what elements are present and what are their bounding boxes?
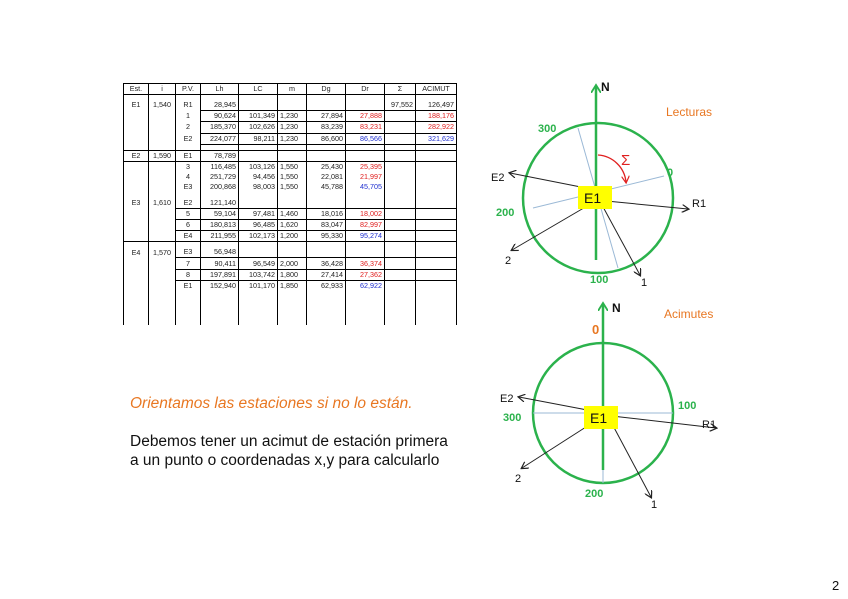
target-label: R1 — [692, 198, 707, 210]
table-cell: 27,894 — [307, 111, 346, 122]
table-cell: 27,362 — [346, 269, 385, 280]
table-cell: 4 — [176, 172, 201, 182]
arrow-to-1 — [602, 205, 640, 275]
table-cell: 1,230 — [278, 111, 307, 122]
table-cell: 90,411 — [201, 258, 239, 269]
graduation-label: 100 — [590, 274, 609, 286]
orientation-note: Orientamos las estaciones si no lo están. — [130, 395, 413, 412]
table-cell: 188,176 — [416, 111, 457, 122]
graduation-label: 300 — [503, 412, 522, 424]
table-cell: 98,003 — [239, 182, 278, 192]
table-cell: 96,485 — [239, 219, 278, 230]
north-label: N — [601, 80, 610, 94]
table-cell: 197,891 — [201, 269, 239, 280]
col-header-m: m — [278, 84, 307, 95]
table-cell: 22,081 — [307, 172, 346, 182]
acimutes-title: Acimutes — [664, 307, 714, 321]
table-cell: 185,370 — [201, 122, 239, 133]
table-cell: 56,948 — [201, 247, 239, 258]
table-cell: 282,922 — [416, 122, 457, 133]
table-cell: 83,047 — [307, 219, 346, 230]
table-cell: 95,274 — [346, 231, 385, 242]
col-header-lc: LC — [239, 84, 278, 95]
calculation-note-line-1: Debemos tener un acimut de estación primera — [130, 433, 448, 450]
table-cell: 121,140 — [201, 198, 239, 209]
target-label: 2 — [515, 473, 522, 485]
table-cell: 1,230 — [278, 133, 307, 144]
table-cell: 36,374 — [346, 258, 385, 269]
table-cell: 101,170 — [239, 280, 278, 291]
lecturas-diagram — [491, 80, 712, 289]
sigma-label: Σ — [621, 152, 631, 169]
table-cell: 2 — [176, 122, 201, 133]
table-cell: 211,955 — [201, 231, 239, 242]
table-cell: 102,626 — [239, 122, 278, 133]
table-cell: 98,211 — [239, 133, 278, 144]
table-cell: 200,868 — [201, 182, 239, 192]
table-cell: 103,742 — [239, 269, 278, 280]
table-cell: E3 — [176, 182, 201, 192]
table-cell: 96,549 — [239, 258, 278, 269]
table-cell: 3 — [176, 161, 201, 172]
table-cell: 1,540 — [149, 100, 176, 111]
table-cell: 59,104 — [201, 208, 239, 219]
table-cell: R1 — [176, 100, 201, 111]
table-cell: 21,997 — [346, 172, 385, 182]
target-label: 1 — [651, 499, 658, 511]
table-cell: 27,414 — [307, 269, 346, 280]
table-cell: E3 — [176, 247, 201, 258]
target-label: 1 — [641, 277, 648, 289]
table-cell: 102,173 — [239, 231, 278, 242]
table-cell: 97,481 — [239, 208, 278, 219]
table-cell: 8 — [176, 269, 201, 280]
target-label: 2 — [505, 255, 512, 267]
table-cell: 152,940 — [201, 280, 239, 291]
table-cell: 101,349 — [239, 111, 278, 122]
table-cell: 86,600 — [307, 133, 346, 144]
graduation-label: 0 — [592, 322, 600, 337]
table-cell: 321,629 — [416, 133, 457, 144]
graduation-label: 300 — [538, 123, 557, 135]
table-cell: 1,850 — [278, 280, 307, 291]
table-cell: 126,497 — [416, 100, 457, 111]
page-number: 2 — [832, 578, 840, 593]
col-header-est: Est. — [124, 84, 149, 95]
col-header-dg: Dg — [307, 84, 346, 95]
table-cell: 103,126 — [239, 161, 278, 172]
graduation-label: 200 — [585, 488, 604, 500]
table-cell: E3 — [124, 198, 149, 209]
table-cell: 251,729 — [201, 172, 239, 182]
arrow-to-r1 — [603, 415, 716, 428]
table-cell: 95,330 — [307, 231, 346, 242]
col-header-lh: Lh — [201, 84, 239, 95]
table-cell: 36,428 — [307, 258, 346, 269]
table-cell: E4 — [176, 231, 201, 242]
table-cell: 1,800 — [278, 269, 307, 280]
table-cell: E1 — [124, 100, 149, 111]
table-cell: E1 — [176, 150, 201, 161]
table-cell: 1,620 — [278, 219, 307, 230]
table-cell: 1,610 — [149, 198, 176, 209]
table-cell: 45,788 — [307, 182, 346, 192]
table-cell: 82,997 — [346, 219, 385, 230]
graduation-label: 100 — [678, 400, 697, 412]
table-cell: 25,430 — [307, 161, 346, 172]
table-cell: 1,550 — [278, 172, 307, 182]
table-cell: 62,933 — [307, 280, 346, 291]
table-cell: 83,231 — [346, 122, 385, 133]
north-label: N — [612, 301, 621, 315]
table-cell: 62,922 — [346, 280, 385, 291]
table-cell: 90,624 — [201, 111, 239, 122]
table-cell: 1,460 — [278, 208, 307, 219]
table-cell: E4 — [124, 247, 149, 258]
table-cell: 1 — [176, 111, 201, 122]
target-label: E2 — [500, 393, 514, 405]
arrow-to-1 — [610, 420, 651, 497]
table-cell: 27,888 — [346, 111, 385, 122]
table-cell: 18,002 — [346, 208, 385, 219]
table-cell: 7 — [176, 258, 201, 269]
table-cell: 78,789 — [201, 150, 239, 161]
table-cell: 1,550 — [278, 182, 307, 192]
table-cell: 18,016 — [307, 208, 346, 219]
graduation-label: 0 — [667, 167, 674, 179]
station-label: E1 — [590, 410, 608, 426]
calculation-note-line-2: a un punto o coordenadas x,y para calcularlo — [130, 452, 440, 469]
graduation-label: 200 — [496, 207, 515, 219]
col-header-dr: Dr — [346, 84, 385, 95]
table-cell: 45,705 — [346, 182, 385, 192]
table-cell: E1 — [176, 280, 201, 291]
table-cell: 86,566 — [346, 133, 385, 144]
table-cell: 116,485 — [201, 161, 239, 172]
target-label: E2 — [491, 172, 505, 184]
table-cell: 25,395 — [346, 161, 385, 172]
table-cell: 28,945 — [201, 100, 239, 111]
table-cell: 1,200 — [278, 231, 307, 242]
table-cell: 1,550 — [278, 161, 307, 172]
table-cell: 224,077 — [201, 133, 239, 144]
table-cell: 97,552 — [385, 100, 416, 111]
col-header-pv: P.V. — [176, 84, 201, 95]
table-cell: E2 — [124, 150, 149, 161]
table-cell: 180,813 — [201, 219, 239, 230]
table-cell: E2 — [176, 198, 201, 209]
lecturas-title: Lecturas — [666, 105, 713, 119]
table-cell: 83,239 — [307, 122, 346, 133]
col-header-acimut: ACIMUT — [416, 84, 457, 95]
col-header-i: i — [149, 84, 176, 95]
target-label: R1 — [702, 419, 717, 431]
table-cell: 6 — [176, 219, 201, 230]
table-cell: 94,456 — [239, 172, 278, 182]
acimutes-diagram — [500, 301, 716, 511]
table-cell: 2,000 — [278, 258, 307, 269]
table-cell: 5 — [176, 208, 201, 219]
table-cell: 1,230 — [278, 122, 307, 133]
station-label: E1 — [584, 190, 602, 206]
col-header-sigma: Σ — [385, 84, 416, 95]
table-cell: 1,570 — [149, 247, 176, 258]
table-cell: E2 — [176, 133, 201, 144]
table-cell: 1,590 — [149, 150, 176, 161]
